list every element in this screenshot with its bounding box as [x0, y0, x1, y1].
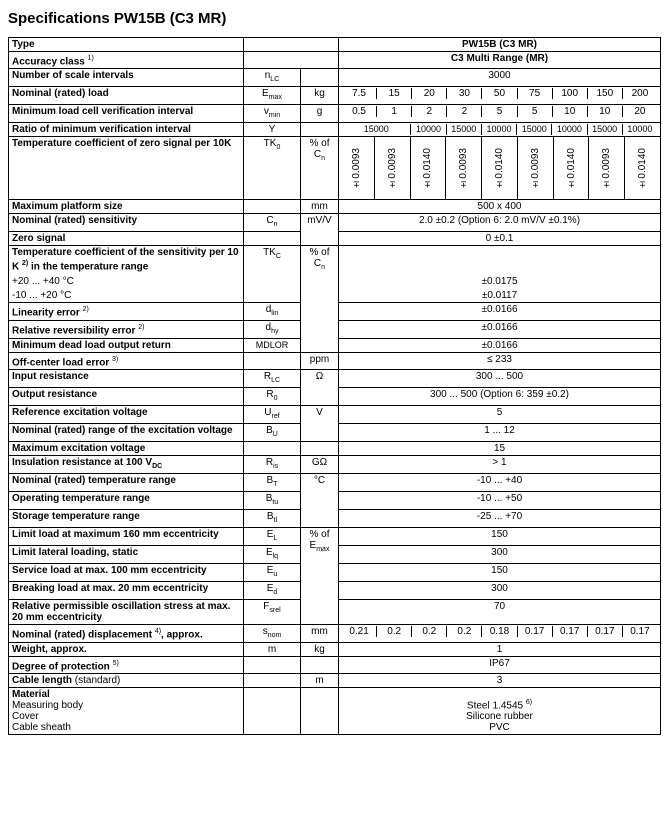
row-nom-temp: Nominal (rated) temperature range $B_T$ °C -10 ... +40 [9, 473, 661, 491]
row-op-temp: Operating temperature range $B_{tu}$ -10 ... +50 [9, 491, 661, 509]
value-cell: 10000 [481, 124, 516, 135]
row-storage-temp: Storage temperature range $B_{tl}$ -25 ... +70 [9, 509, 661, 527]
value-cell: 0.2 [446, 626, 481, 637]
value-cell: 10 [552, 106, 587, 117]
value-cell: 0.17 [622, 626, 657, 637]
scale-intervals-value: 3000 [339, 69, 661, 87]
value-cell: 200 [622, 88, 657, 99]
row-limit-load: Limit load at maximum 160 mm eccentricity $E_L$ % of $E_{max}$ 150 [9, 527, 661, 545]
sensitivity-label: Nominal (rated) sensitivity [9, 214, 244, 232]
row-linearity: Linearity error $^{2)}$ $d_{lin}$ ±0.0166 [9, 302, 661, 320]
value-cell: 5 [481, 106, 516, 117]
row-type [9, 38, 661, 52]
row-input-res: Input resistance $R_{LC}$ Ω 300 ... 500 [9, 369, 661, 387]
value-cell: 20 [411, 88, 446, 99]
row-platform: Maximum platform size mm 500 x 400 [9, 200, 661, 214]
row-weight: Weight, approx. m kg 1 [9, 642, 661, 656]
value-cell: ±0.0140 [624, 137, 660, 199]
value-cell: 2 [446, 106, 481, 117]
row-nom-exc: Nominal (rated) range of the excitation voltage $B_U$ 1 ... 12 [9, 423, 661, 441]
value-cell: 0.18 [481, 626, 516, 637]
value-cell: 10000 [410, 124, 445, 135]
row-insulation: Insulation resistance at 100 $V_{DC}$ $R_{is}$ GΩ > 1 [9, 455, 661, 473]
row-output-res: Output resistance $R_0$ 300 ... 500 (Option 6: 359 ±0.2) [9, 387, 661, 405]
row-material: Material Measuring body Cover Cable sheath Steel 1.4545 $^{6)}$ Silicone rubber PVC [9, 688, 661, 735]
value-cell: 75 [517, 88, 552, 99]
row-breaking: Breaking load at max. 20 mm eccentricity $E_d$ 300 [9, 581, 661, 599]
scale-intervals-label: Number of scale intervals [9, 69, 244, 87]
row-protection: Degree of protection $^{5)}$ IP67 [9, 656, 661, 673]
row-oscillation: Relative permissible oscillation stress at max. 20 mm eccentricity $F_{srel}$ 70 [9, 599, 661, 624]
value-cell: 15000 [446, 124, 481, 135]
value-cell: 10 [587, 106, 622, 117]
value-cell: ±0.0093 [374, 137, 410, 199]
value-cell: 7.5 [352, 88, 366, 100]
value-cell: ±0.0140 [481, 137, 517, 199]
type-label: Type [9, 38, 244, 52]
value-cell: 0.17 [552, 626, 587, 637]
value-cell: 0.2 [411, 626, 446, 637]
value-cell: 0.2 [376, 626, 411, 637]
row-min-verif: Minimum load cell verification interval $v_{min}$ g 0.5 1 2 2 5 5 10 10 20 [9, 105, 661, 123]
row-service: Service load at max. 100 mm eccentricity $E_u$ 150 [9, 563, 661, 581]
min-verif-label: Minimum load cell verification interval [9, 105, 244, 123]
value-cell: ±0.0093 [445, 137, 481, 199]
row-accuracy [9, 52, 661, 69]
row-ratio: Ratio of minimum verification interval Y 15000 10000 15000 10000 15000 10000 15000 10000 [9, 123, 661, 137]
value-cell: 10000 [551, 124, 586, 135]
page-title: Specifications PW15B (C3 MR) [8, 10, 227, 27]
zero-signal-label: Zero signal [9, 232, 244, 246]
footnote-1: 1) [87, 55, 94, 62]
ratio-label: Ratio of minimum verification interval [9, 123, 244, 137]
row-off-center: Off-center load error $^{3)}$ ppm ≤ 233 [9, 352, 661, 369]
value-cell: ±0.0140 [553, 137, 589, 199]
value-cell: 15000 [587, 124, 622, 135]
row-ref-exc: Reference excitation voltage $U_{ref}$ V 5 [9, 405, 661, 423]
spec-table [8, 37, 661, 735]
value-cell: 0.21 [349, 625, 369, 637]
value-cell: 15000 [516, 124, 551, 135]
type-value: PW15B (C3 MR) [339, 38, 661, 52]
row-tk0: Temperature coefficient of zero signal per 10K $TK_0$ % of $C_n$ ±0.0093 ±0.0093 ±0.0140 ±0.0093 ±0.0140 ±0.0093 ±0.0140 ±0.0093 ±0.0140 [9, 137, 661, 200]
value-cell: 5 [517, 106, 552, 117]
value-cell: 2 [411, 106, 446, 117]
row-cable: Cable length (standard) m 3 [9, 674, 661, 688]
value-cell: 20 [622, 106, 657, 117]
accuracy-value: C3 Multi Range (MR) [339, 52, 661, 69]
value-cell: 100 [552, 88, 587, 99]
ratio-values [342, 124, 657, 135]
value-cell: 0.17 [587, 626, 622, 637]
value-cell: 150 [587, 88, 622, 99]
value-cell: 15 [376, 88, 411, 99]
value-cell: 10000 [622, 124, 657, 135]
value-cell: ±0.0093 [517, 137, 553, 199]
value-cell: 0.5 [352, 106, 366, 118]
value-cell: 1 [376, 106, 411, 117]
value-cell: 30 [446, 88, 481, 99]
accuracy-label: Accuracy class [12, 56, 85, 68]
value-cell: 50 [481, 88, 516, 99]
row-max-exc: Maximum excitation voltage 15 [9, 441, 661, 455]
row-lateral: Limit lateral loading, static $E_{lq}$ 300 [9, 545, 661, 563]
row-zero-signal: Zero signal 0 ±0.1 [9, 232, 661, 246]
row-nominal-load: Nominal (rated) load $E_{max}$ kg 7.5 15 20 30 50 75 100 150 200 [9, 87, 661, 105]
row-tkc: Temperature coefficient of the sensitivity per 10 K $^{2)}$ in the temperature range +20 ... +40 °C -10 ... +20 °C $TK_C$ % of $C_n$ ±0.0175 ±0.0117 [9, 246, 661, 302]
row-scale-intervals: Number of scale intervals $n_{LC}$ 3000 [9, 69, 661, 87]
value-cell: 0.17 [517, 626, 552, 637]
row-mdlor: Minimum dead load output return MDLOR ±0.0166 [9, 338, 661, 352]
nominal-load-label: Nominal (rated) load [9, 87, 244, 105]
value-cell: ±0.0140 [410, 137, 446, 199]
row-reversibility: Relative reversibility error $^{2)}$ $d_{hy}$ ±0.0166 [9, 320, 661, 338]
value-cell: 15000 [363, 124, 389, 135]
platform-label: Maximum platform size [9, 200, 244, 214]
tk0-label: Temperature coefficient of zero signal per 10K [9, 137, 244, 200]
value-cell: ±0.0093 [588, 137, 624, 199]
value-cell: ±0.0093 [350, 147, 362, 190]
row-sensitivity: Nominal (rated) sensitivity $C_n$ mV/V 2.0 ±0.2 (Option 6: 2.0 mV/V ±0.1%) [9, 214, 661, 232]
row-displacement: Nominal (rated) displacement $^{4)}$, approx. $s_{nom}$ mm 0.21 0.2 0.2 0.2 0.18 0.17 0.17 0.17 0.17 [9, 624, 661, 642]
